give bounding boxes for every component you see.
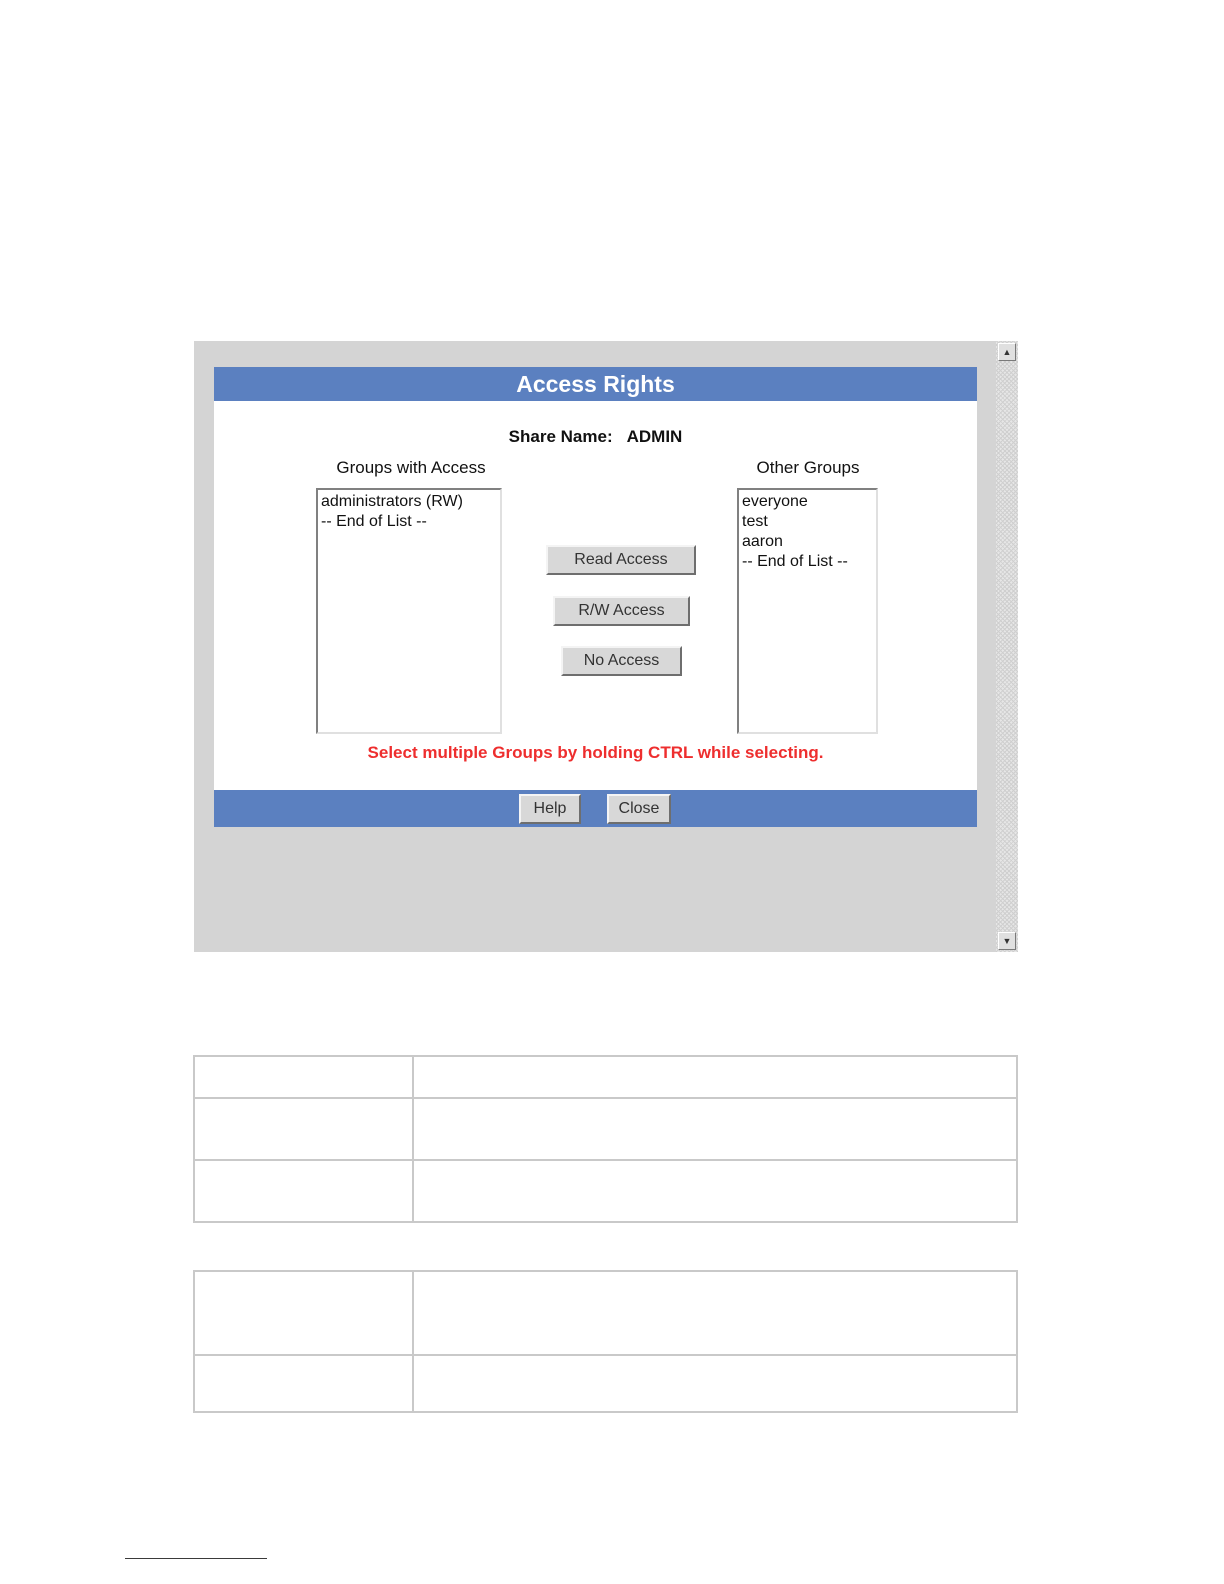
share-name-row: [214, 427, 977, 447]
no-access-button[interactable]: No Access: [561, 646, 682, 676]
table-row: [194, 1271, 1017, 1355]
table-row: [194, 1355, 1017, 1412]
scroll-up-icon[interactable]: ▲: [998, 343, 1016, 361]
groups-with-access-label: Groups with Access: [336, 458, 486, 477]
table-cell: [194, 1098, 413, 1160]
table-row: [194, 1056, 1017, 1098]
description-table-2: [193, 1270, 1018, 1413]
rw-access-button[interactable]: R/W Access: [553, 596, 690, 626]
dialog-title: Access Rights: [214, 367, 977, 401]
footnote-rule: [125, 1558, 267, 1559]
help-button[interactable]: Help: [519, 794, 581, 824]
read-access-button[interactable]: Read Access: [546, 545, 696, 575]
other-groups-list[interactable]: [737, 488, 878, 734]
selection-hint: Select multiple Groups by holding CTRL while selecting.: [367, 743, 824, 762]
list-item[interactable]: -- End of List --: [742, 553, 848, 570]
table-cell: [413, 1098, 1017, 1160]
table-cell: [194, 1160, 413, 1222]
list-item[interactable]: aaron: [742, 533, 783, 550]
list-item[interactable]: administrators (RW): [321, 493, 463, 510]
list-item[interactable]: everyone: [742, 493, 808, 510]
table-row: [194, 1160, 1017, 1222]
description-table-1: [193, 1055, 1018, 1223]
list-item[interactable]: -- End of List --: [321, 513, 427, 530]
close-button[interactable]: Close: [607, 794, 671, 824]
vertical-scrollbar[interactable]: [996, 341, 1018, 952]
share-name-value: ADMIN: [626, 427, 683, 446]
dialog-footer: [214, 790, 977, 827]
table-row: [194, 1098, 1017, 1160]
groups-with-access-list[interactable]: [316, 488, 502, 734]
table-cell: [413, 1271, 1017, 1355]
other-groups-label: Other Groups: [756, 458, 860, 477]
scroll-down-icon[interactable]: ▼: [998, 932, 1016, 950]
access-rights-dialog: [214, 367, 977, 827]
table-cell: [413, 1355, 1017, 1412]
list-item[interactable]: test: [742, 513, 768, 530]
table-cell: [413, 1056, 1017, 1098]
table-cell: [413, 1160, 1017, 1222]
screenshot-window: [194, 341, 1018, 952]
table-cell: [194, 1056, 413, 1098]
table-cell: [194, 1271, 413, 1355]
table-cell: [194, 1355, 413, 1412]
share-name-label: Share Name:: [508, 427, 613, 446]
